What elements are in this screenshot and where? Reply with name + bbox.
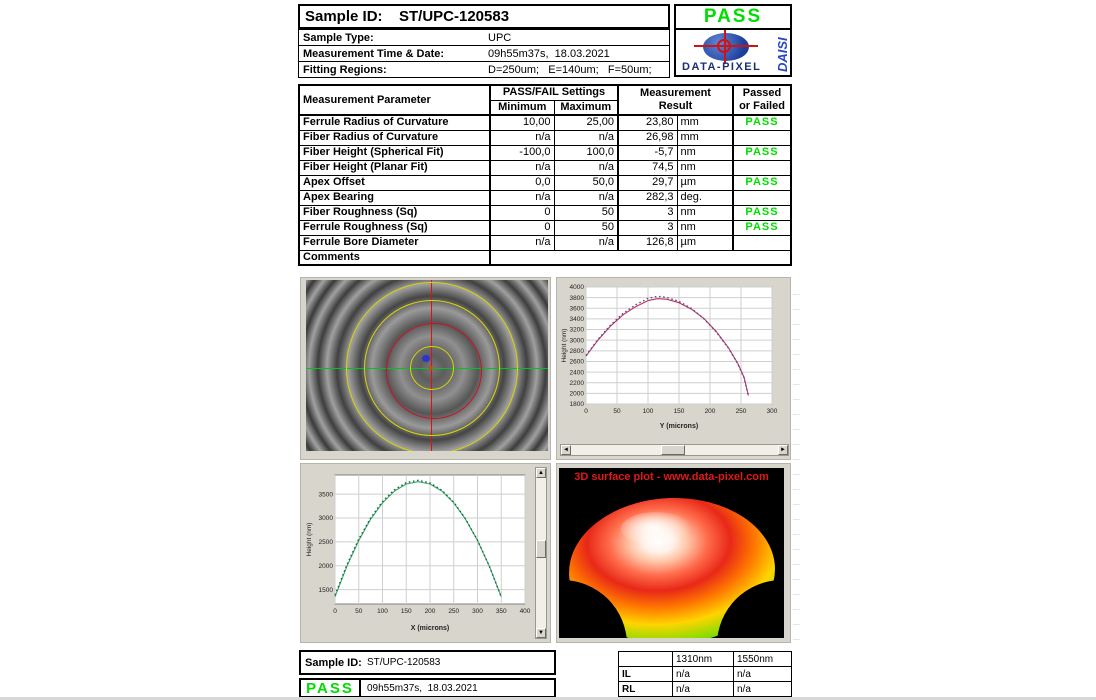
surface-plot-title: 3D surface plot - www.data-pixel.com bbox=[574, 471, 769, 483]
footer-pass-box bbox=[299, 678, 556, 698]
table-row: Apex Bearing n/a n/a 282,3 deg. bbox=[299, 190, 791, 205]
footer-pass-badge: PASS bbox=[301, 680, 361, 696]
svg-text:3600: 3600 bbox=[569, 305, 584, 313]
pass-status-cell bbox=[676, 6, 790, 30]
surface-plot-image bbox=[559, 468, 784, 638]
table-row: Fiber Roughness (Sq) 0 50 3 nm PASS bbox=[299, 205, 791, 220]
interferogram-image bbox=[306, 280, 548, 451]
svg-text:300: 300 bbox=[766, 408, 778, 415]
status-badge: PASS bbox=[733, 175, 791, 190]
scroll-left-icon[interactable]: ◄ bbox=[561, 445, 571, 455]
svg-text:Y (microns): Y (microns) bbox=[659, 423, 699, 430]
svg-text:250: 250 bbox=[448, 608, 460, 615]
svg-text:2800: 2800 bbox=[569, 348, 584, 356]
horizontal-scrollbar[interactable] bbox=[560, 444, 789, 456]
svg-text:100: 100 bbox=[642, 408, 654, 415]
rl-label: RL bbox=[619, 682, 673, 697]
svg-text:3200: 3200 bbox=[569, 326, 584, 334]
table-header-row bbox=[299, 85, 791, 100]
table-header-row bbox=[619, 652, 792, 667]
svg-text:Height (nm): Height (nm) bbox=[306, 522, 313, 557]
table-row: Ferrule Radius of Curvature 10,00 25,00 23,80 mm PASS bbox=[299, 115, 791, 130]
status-badge bbox=[733, 130, 791, 145]
logo-daisi-text: DAISI bbox=[775, 37, 790, 72]
svg-text:50: 50 bbox=[613, 408, 621, 415]
center-marker bbox=[429, 366, 433, 370]
wavelength-1550: 1550nm bbox=[734, 652, 792, 667]
status-badge bbox=[733, 190, 791, 205]
svg-text:4000: 4000 bbox=[569, 284, 584, 292]
svg-text:2000: 2000 bbox=[318, 562, 333, 570]
svg-text:3800: 3800 bbox=[569, 294, 584, 302]
scrollbar-thumb[interactable] bbox=[661, 445, 685, 455]
scroll-down-icon[interactable]: ▼ bbox=[536, 628, 546, 638]
data-pixel-logo bbox=[676, 30, 790, 75]
svg-text:2400: 2400 bbox=[569, 369, 584, 377]
svg-text:2600: 2600 bbox=[569, 358, 584, 366]
comments-value-cell bbox=[490, 250, 791, 265]
status-badge: PASS bbox=[733, 145, 791, 160]
footer-sample-id-value: ST/UPC-120583 bbox=[367, 657, 441, 668]
wavelength-1310: 1310nm bbox=[673, 652, 734, 667]
table-row: Fiber Height (Spherical Fit) -100,0 100,0 -5,7 nm PASS bbox=[299, 145, 791, 160]
logo-box bbox=[674, 4, 792, 77]
col-minimum: Minimum bbox=[490, 100, 554, 115]
surface-plot-panel bbox=[556, 463, 791, 643]
svg-text:3000: 3000 bbox=[569, 337, 584, 345]
sample-id-value: ST/UPC-120583 bbox=[399, 8, 510, 25]
footer-sample-id-box bbox=[299, 650, 556, 675]
x-profile-chart-panel bbox=[300, 463, 551, 643]
table-row: Fiber Radius of Curvature n/a n/a 26,98 mm bbox=[299, 130, 791, 145]
table-row: Fiber Height (Planar Fit) n/a n/a 74,5 nm bbox=[299, 160, 791, 175]
svg-text:200: 200 bbox=[424, 608, 436, 615]
col-result: Measurement Result bbox=[618, 85, 733, 115]
table-row: Ferrule Roughness (Sq) 0 50 3 nm PASS bbox=[299, 220, 791, 235]
svg-text:150: 150 bbox=[673, 408, 685, 415]
svg-text:400: 400 bbox=[519, 608, 531, 615]
col-maximum: Maximum bbox=[554, 100, 618, 115]
x-profile-chart bbox=[304, 466, 534, 639]
measurement-table bbox=[298, 84, 792, 266]
svg-text:150: 150 bbox=[400, 608, 412, 615]
status-badge: PASS bbox=[733, 115, 791, 130]
svg-text:1500: 1500 bbox=[318, 586, 333, 594]
svg-text:50: 50 bbox=[355, 608, 363, 615]
svg-text:250: 250 bbox=[735, 408, 747, 415]
svg-text:350: 350 bbox=[495, 608, 507, 615]
status-badge: PASS bbox=[733, 205, 791, 220]
y-profile-chart bbox=[559, 280, 788, 437]
svg-text:0: 0 bbox=[333, 608, 337, 615]
scroll-up-icon[interactable]: ▲ bbox=[536, 468, 546, 478]
col-parameter: Measurement Parameter bbox=[299, 85, 490, 115]
svg-text:Height (nm): Height (nm) bbox=[561, 328, 568, 363]
measurement-time-row bbox=[298, 45, 670, 62]
svg-text:100: 100 bbox=[377, 608, 388, 615]
svg-text:3500: 3500 bbox=[318, 491, 333, 499]
interferogram-panel bbox=[300, 277, 551, 460]
svg-text:3000: 3000 bbox=[318, 515, 333, 523]
sample-type-label: Sample Type: bbox=[303, 31, 374, 44]
svg-text:300: 300 bbox=[472, 608, 483, 615]
scrollbar-thumb[interactable] bbox=[536, 540, 546, 558]
svg-text:2500: 2500 bbox=[318, 539, 333, 547]
fitting-regions-label: Fitting Regions: bbox=[303, 63, 387, 76]
logo-brand-text: DATA-PIXEL bbox=[682, 61, 762, 73]
apex-offset-marker bbox=[422, 355, 430, 362]
sample-id-row bbox=[298, 4, 670, 29]
status-badge bbox=[733, 160, 791, 175]
footer-sample-id-label: Sample ID: bbox=[305, 656, 362, 669]
footer-datetime: 09h55m37s, 18.03.2021 bbox=[367, 682, 478, 694]
scroll-right-icon[interactable]: ► bbox=[778, 445, 788, 455]
table-row: Ferrule Bore Diameter n/a n/a 126,8 µm bbox=[299, 235, 791, 250]
y-profile-chart-panel bbox=[556, 277, 791, 460]
status-badge: PASS bbox=[733, 220, 791, 235]
col-settings: PASS/FAIL Settings bbox=[490, 85, 618, 100]
il-label: IL bbox=[619, 667, 673, 682]
svg-text:2200: 2200 bbox=[569, 379, 584, 387]
fitting-regions-row bbox=[298, 61, 670, 78]
svg-text:X (microns): X (microns) bbox=[410, 625, 450, 632]
data-pixel-logo-icon bbox=[694, 31, 758, 63]
svg-text:2000: 2000 bbox=[569, 390, 584, 398]
col-passed: Passed or Failed bbox=[733, 85, 791, 115]
pass-badge: PASS bbox=[703, 6, 763, 27]
il-rl-table bbox=[618, 651, 792, 697]
svg-text:0: 0 bbox=[584, 408, 588, 415]
spreadsheet-gridlines bbox=[793, 280, 800, 640]
svg-text:1800: 1800 bbox=[569, 401, 584, 409]
measurement-time-label: Measurement Time & Date: bbox=[303, 47, 445, 60]
sample-id-label: Sample ID: bbox=[305, 8, 383, 25]
fitting-regions-value: D=250um; E=140um; F=50um; bbox=[488, 63, 652, 76]
svg-text:3400: 3400 bbox=[569, 316, 584, 324]
table-row: Apex Offset 0,0 50,0 29,7 µm PASS bbox=[299, 175, 791, 190]
table-row: RL n/a n/a bbox=[619, 682, 792, 697]
table-row: IL n/a n/a bbox=[619, 667, 792, 682]
vertical-scrollbar[interactable] bbox=[535, 467, 547, 639]
comments-row bbox=[299, 250, 791, 265]
status-badge bbox=[733, 235, 791, 250]
comments-label: Comments bbox=[299, 250, 490, 265]
svg-text:200: 200 bbox=[704, 408, 716, 415]
sample-type-value: UPC bbox=[488, 31, 512, 44]
sample-type-row bbox=[298, 29, 670, 46]
measurement-time-value: 09h55m37s, 18.03.2021 bbox=[488, 47, 610, 60]
surface-highlight bbox=[621, 512, 691, 546]
